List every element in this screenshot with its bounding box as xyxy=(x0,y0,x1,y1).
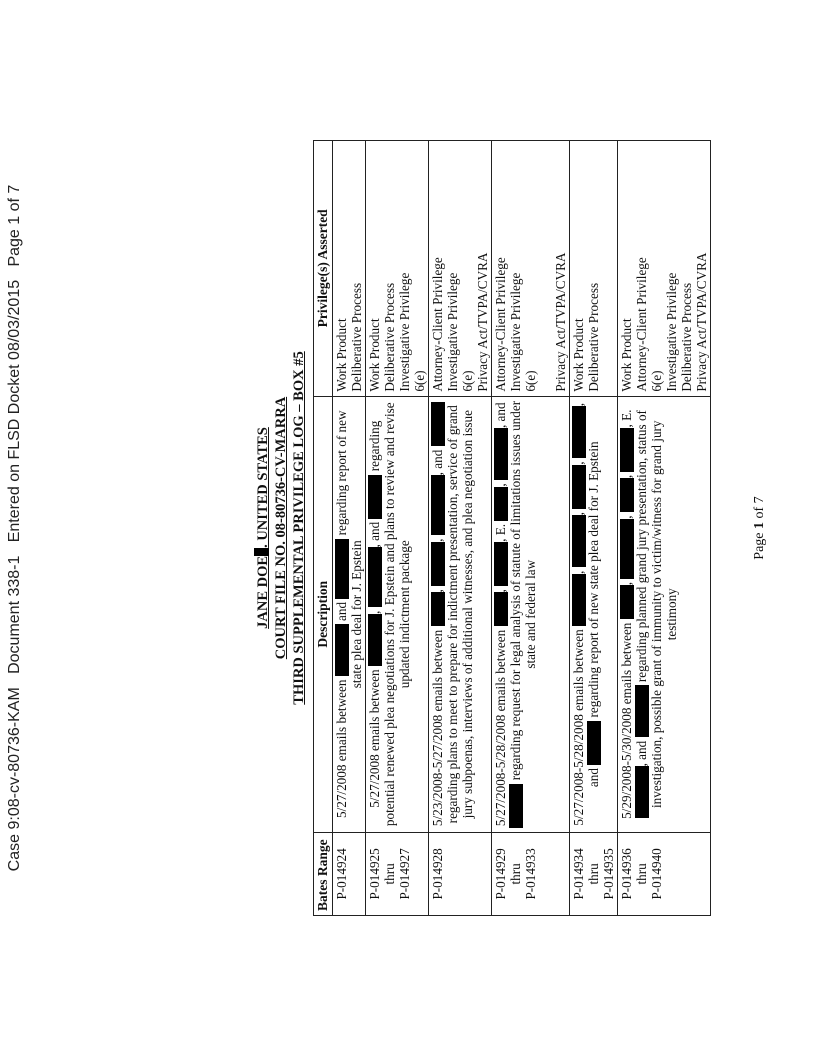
privilege-cell xyxy=(492,141,570,397)
privilege-item: Investigative Privilege xyxy=(445,272,460,392)
privilege-log-table xyxy=(313,140,711,916)
title-line-1 xyxy=(254,0,272,1056)
desc-text: , and xyxy=(367,521,382,548)
redaction-box xyxy=(335,539,349,599)
privilege-item: Deliberative Process xyxy=(382,282,397,392)
privilege-cell xyxy=(618,141,711,397)
description-cell xyxy=(333,396,366,832)
desc-text: regarding plans to meet to prepare for indictment presentation, service of grand jury subpoenas, interviews of additional witnesses, and plea negotiation issue xyxy=(445,405,475,824)
bates-value: thru xyxy=(382,863,397,885)
desc-text: regarding potential renewed plea negotiations for J. Epstein and plans to review and revise updated indictment package xyxy=(367,402,412,827)
privilege-item: 6(e) xyxy=(649,370,664,392)
privilege-item: Work Product xyxy=(367,318,382,392)
redaction-box xyxy=(494,487,508,521)
description-cell xyxy=(429,396,492,832)
header-bates-range: Bates Range xyxy=(314,832,333,915)
bates-value: P-014927 xyxy=(397,848,412,900)
bates-value: P-014933 xyxy=(523,848,538,900)
desc-text: 5/23/2008-5/27/2008 emails between xyxy=(430,629,445,827)
privilege-item: Work Product xyxy=(571,318,586,392)
redaction-box xyxy=(431,542,445,586)
redaction-box xyxy=(431,475,445,535)
desc-text: 5/27/2008 emails between xyxy=(367,669,382,808)
desc-text: , xyxy=(619,582,634,586)
desc-text: , and xyxy=(634,740,649,767)
bates-value: P-014934 xyxy=(571,848,586,900)
description-cell xyxy=(366,396,429,832)
privilege-item: Investigative Privilege xyxy=(397,272,412,392)
privilege-item: Deliberative Process xyxy=(586,282,601,392)
table-row xyxy=(492,141,570,916)
desc-text: , xyxy=(430,472,445,476)
redaction-box xyxy=(572,465,586,509)
redaction-box xyxy=(494,428,508,480)
desc-text: , and xyxy=(571,402,601,788)
redaction-box xyxy=(620,585,634,619)
redaction-box xyxy=(431,402,445,446)
desc-text: 5/27/2008-5/28/2008 emails between xyxy=(571,629,586,826)
privilege-item: 6(e) xyxy=(523,370,538,392)
privilege-item: Work Product xyxy=(619,318,634,392)
description-cell xyxy=(570,396,618,832)
redaction-box xyxy=(635,766,649,818)
privilege-item: 6(e) xyxy=(460,370,475,392)
desc-text: , xyxy=(430,589,445,593)
title-party-b: . UNITED STATES xyxy=(255,427,271,548)
desc-text: regarding request for legal analysis of statute of limitations issues under state and federal law xyxy=(508,400,538,781)
desc-text: and xyxy=(334,601,349,621)
redaction-box xyxy=(635,685,649,737)
desc-text: regarding report of new state plea deal for J. Epstein xyxy=(586,441,601,718)
bates-value: P-014936 xyxy=(619,848,634,900)
title-line-2: COURT FILE NO. 08-80736-CV-MARRA xyxy=(273,396,289,660)
desc-text: , xyxy=(571,461,586,465)
privilege-item: Attorney-Client Privilege xyxy=(430,257,445,392)
title-block xyxy=(254,0,308,1056)
description-cell xyxy=(618,396,711,832)
table-row xyxy=(366,141,429,916)
table-row xyxy=(333,141,366,916)
redaction-box xyxy=(431,593,445,627)
bates-cell xyxy=(618,832,711,915)
privilege-item: Deliberative Process xyxy=(679,282,694,392)
redaction-box xyxy=(494,592,508,626)
privilege-cell xyxy=(333,141,366,397)
privilege-cell xyxy=(570,141,618,397)
privilege-item: 6(e) xyxy=(412,370,427,392)
title-line-3: THIRD SUPPLEMENTAL PRIVILEGE LOG – BOX #5 xyxy=(291,351,307,705)
redaction-box xyxy=(368,475,382,519)
redaction-box xyxy=(572,406,586,458)
desc-text: , and xyxy=(493,402,508,429)
bates-value: P-014929 xyxy=(493,848,508,900)
bates-cell xyxy=(333,832,366,915)
page-suffix: of 7 xyxy=(752,496,767,522)
page-prefix: Page xyxy=(752,528,767,560)
desc-text: , xyxy=(430,538,445,542)
description-cell xyxy=(492,396,570,832)
page-current: 1 xyxy=(752,521,767,529)
desc-text: , xyxy=(619,474,634,479)
bates-value: P-014940 xyxy=(649,848,664,900)
redaction-box xyxy=(587,721,601,765)
redaction-box xyxy=(254,548,269,556)
desc-text: and xyxy=(430,449,445,469)
redaction-box xyxy=(368,547,382,607)
table-row xyxy=(570,141,618,916)
desc-text: , E. xyxy=(493,523,508,542)
redaction-box xyxy=(335,624,349,676)
privilege-item: Privacy Act/TVPA/CVRA xyxy=(553,252,568,392)
redaction-box xyxy=(509,784,523,828)
privilege-item xyxy=(538,145,553,392)
redaction-box xyxy=(494,542,508,586)
redaction-box xyxy=(620,428,634,472)
privilege-item: Work Product xyxy=(334,318,349,392)
bates-value: thru xyxy=(508,863,523,885)
privilege-item: Privacy Act/TVPA/CVRA xyxy=(475,252,490,392)
desc-text: 5/29/2008-5/30/2008 emails between xyxy=(619,622,634,819)
bates-cell xyxy=(570,832,618,915)
desc-text: 5/27/2008-5/28/2008 emails between xyxy=(493,629,508,827)
desc-text: , xyxy=(493,589,508,593)
bates-value: P-014924 xyxy=(334,848,349,900)
desc-text: 5/27/2008 emails between xyxy=(334,679,349,819)
header-description: Description xyxy=(314,396,333,832)
bates-value: P-014928 xyxy=(430,848,445,900)
bates-cell xyxy=(492,832,570,915)
bates-cell xyxy=(366,832,429,915)
page-number xyxy=(752,0,768,1056)
privilege-item: Attorney-Client Privilege xyxy=(634,257,649,392)
desc-text: , xyxy=(619,515,634,519)
bates-value: P-014925 xyxy=(367,848,382,900)
redaction-box xyxy=(572,574,586,626)
privilege-item: Deliberative Process xyxy=(349,282,364,392)
bates-value: thru xyxy=(634,863,649,885)
title-party-a: JANE DOE xyxy=(255,555,271,629)
privilege-item: Investigative Privilege xyxy=(664,272,679,392)
redaction-box xyxy=(620,519,634,579)
desc-text: , xyxy=(367,610,382,615)
bates-value: thru xyxy=(586,863,601,885)
redaction-box xyxy=(368,614,382,666)
table-row xyxy=(429,141,492,916)
privilege-cell xyxy=(429,141,492,397)
privilege-cell xyxy=(366,141,429,397)
table-row xyxy=(618,141,711,916)
bates-cell xyxy=(429,832,492,915)
privilege-item: Attorney-Client Privilege xyxy=(493,257,508,392)
privilege-item: Investigative Privilege xyxy=(508,272,523,392)
privilege-item: Privacy Act/TVPA/CVRA xyxy=(694,252,709,392)
bates-value: P-014935 xyxy=(601,848,616,900)
redaction-box xyxy=(620,478,634,512)
desc-text: , xyxy=(493,483,508,487)
table-header-row xyxy=(314,141,333,916)
redaction-box xyxy=(572,515,586,567)
desc-text: regarding planned grand jury presentation, status of investigation, possible grant of immunity to victim/witness for grand jury testimony xyxy=(634,410,679,808)
desc-text: regarding report of new state plea deal for J. Epstein xyxy=(334,410,364,689)
header-privileges: Privilege(s) Asserted xyxy=(314,141,333,397)
desc-text: , xyxy=(571,512,586,516)
case-header: Case 9:08-cv-80736-KAM Document 338-1 Entered on FLSD Docket 08/03/2015 Page 1 of 7 xyxy=(6,184,23,872)
desc-text: , xyxy=(571,570,586,574)
desc-text: , E. xyxy=(619,409,634,428)
